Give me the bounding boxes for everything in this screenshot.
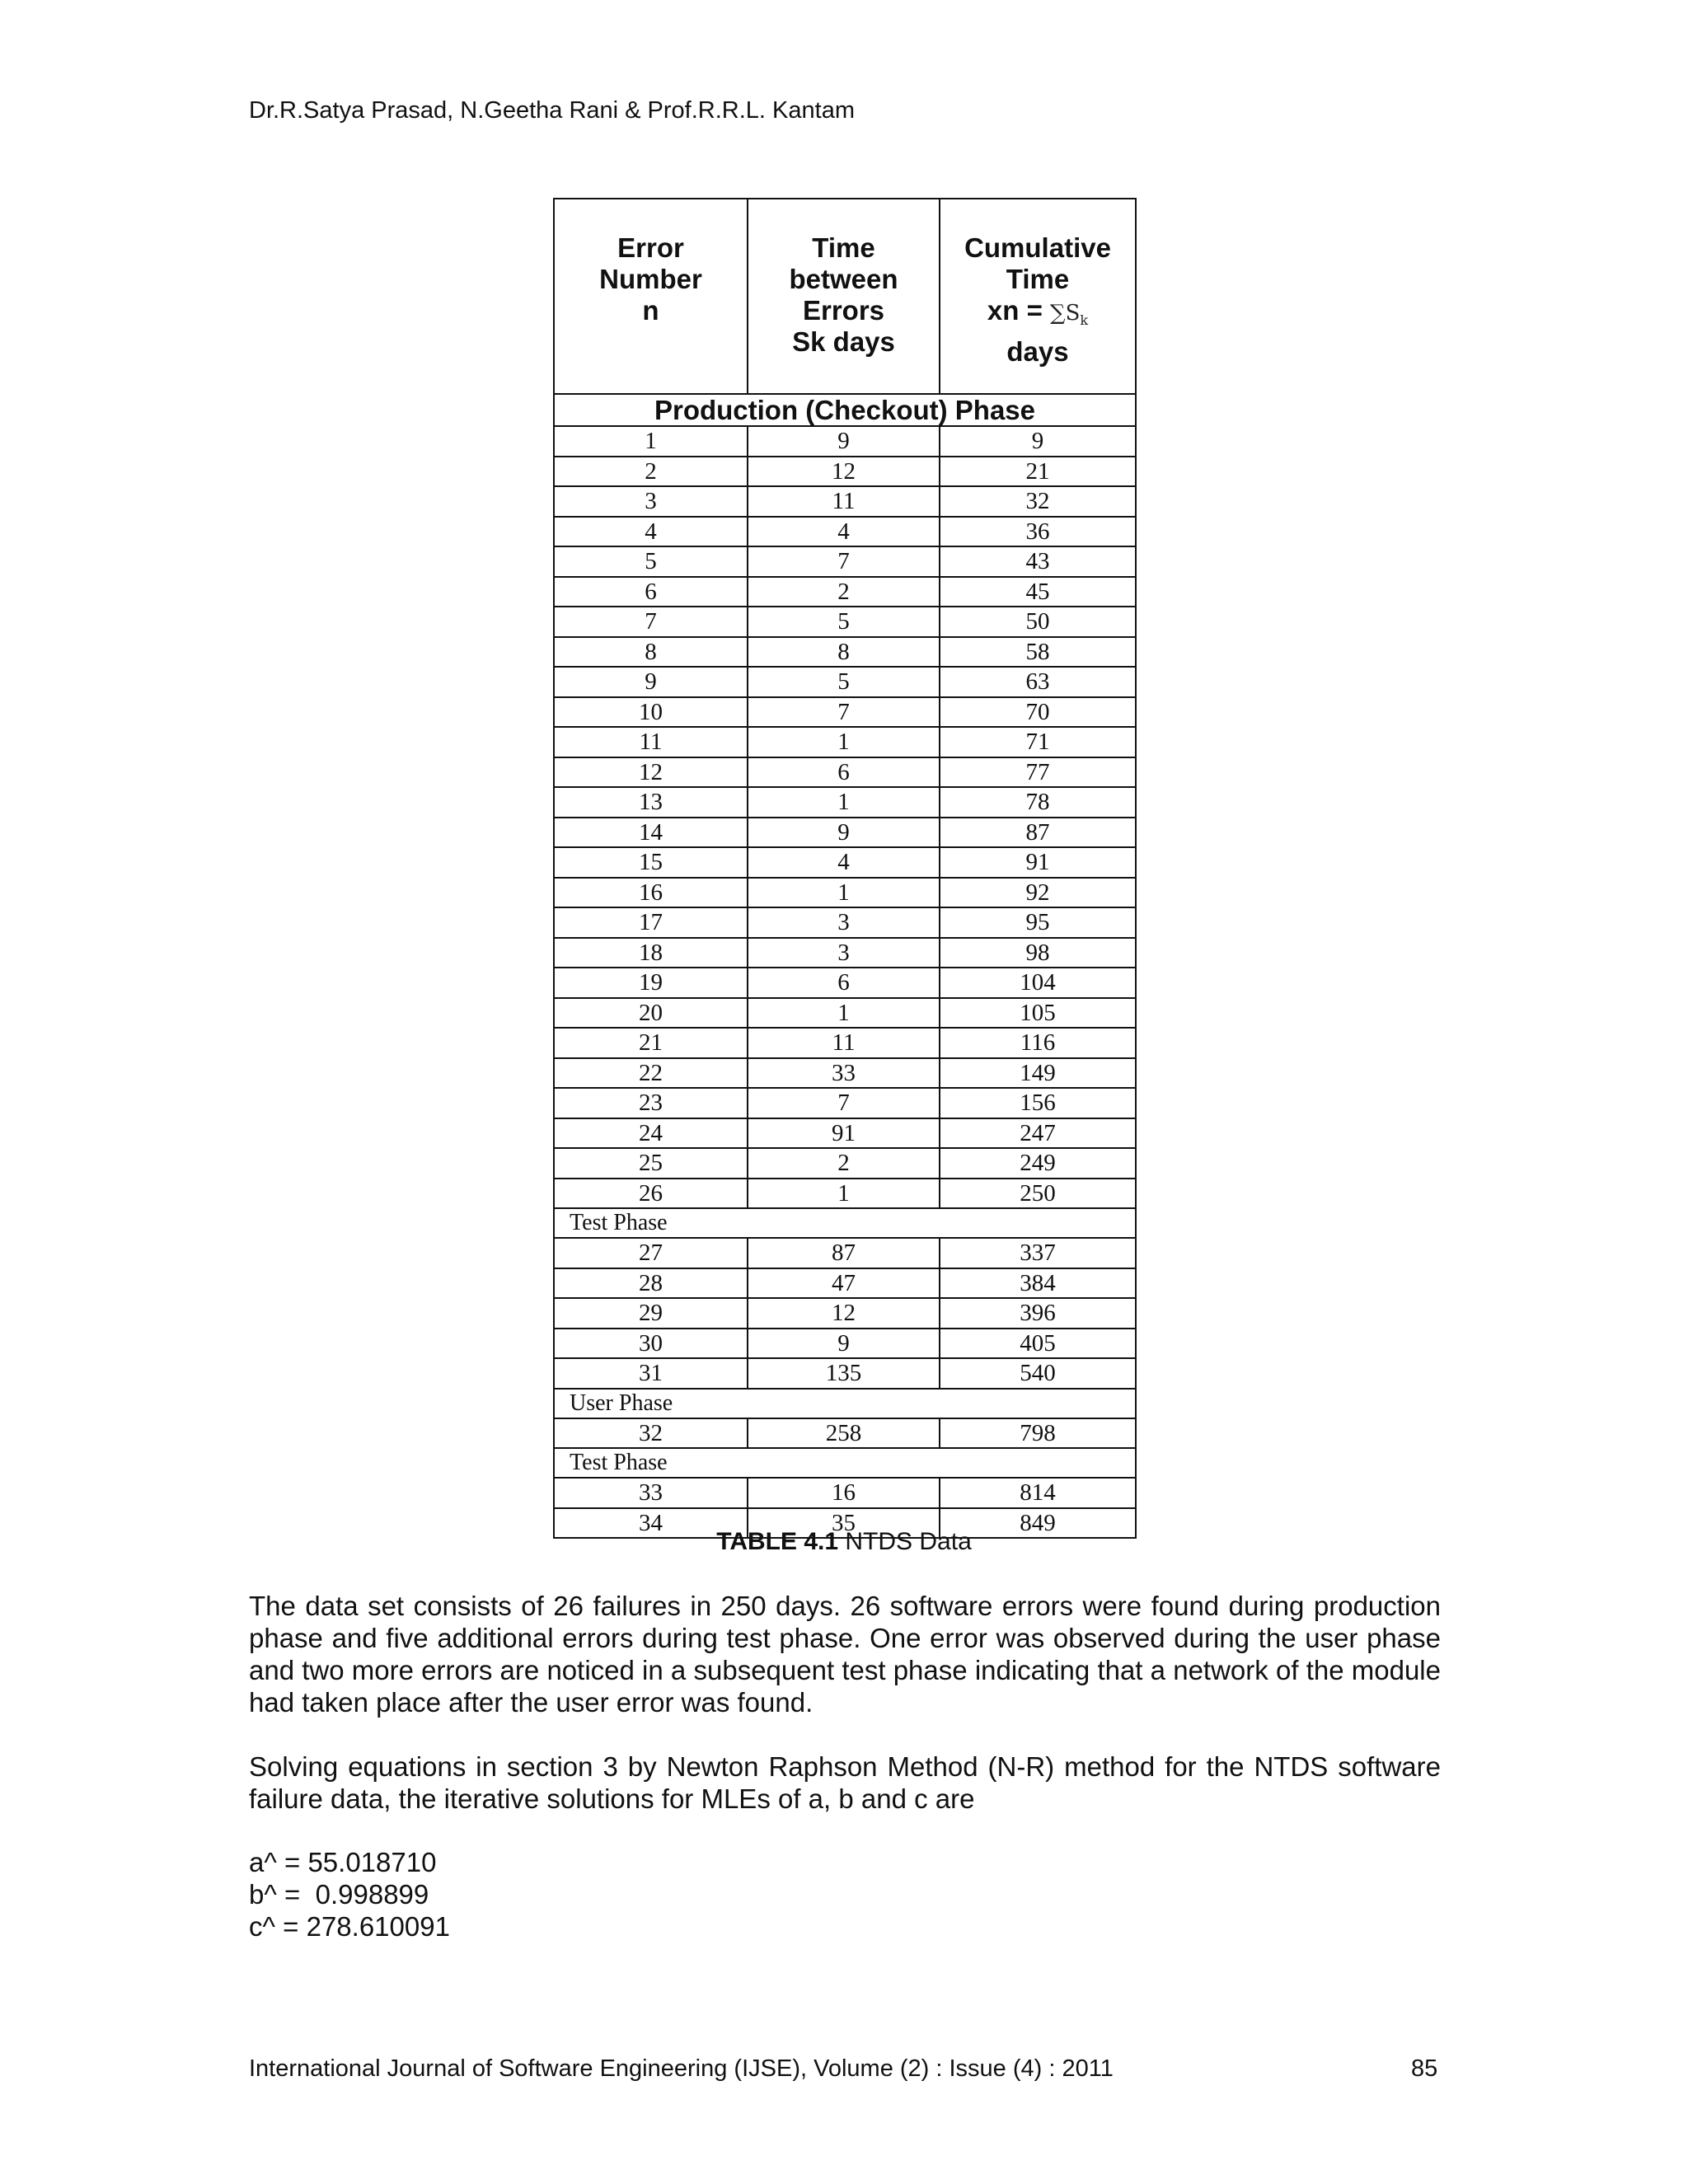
cell-error-number: 16 [554,878,748,908]
table-row [554,667,1136,697]
cell-cumulative-time: 9 [940,426,1136,457]
cell-cumulative-time: 45 [940,577,1136,607]
cell-time-between: 135 [748,1358,940,1389]
cell-error-number: 8 [554,637,748,668]
cell-error-number: 26 [554,1179,748,1209]
table-row [554,998,1136,1029]
table-row [554,847,1136,878]
cell-error-number: 20 [554,998,748,1029]
phase-row [554,394,1136,426]
header-line: Cumulative [964,232,1111,263]
estimate-b: b^ = 0.998899 [249,1879,429,1910]
cell-cumulative-time: 98 [940,938,1136,968]
cell-cumulative-time: 71 [940,727,1136,757]
cell-cumulative-time: 87 [940,818,1136,848]
cell-error-number: 27 [554,1238,748,1268]
cell-error-number: 29 [554,1298,748,1329]
cell-cumulative-time: 250 [940,1179,1136,1209]
cell-cumulative-time: 92 [940,878,1136,908]
header-line: n [642,295,659,326]
cell-time-between: 87 [748,1238,940,1268]
cell-time-between: 1 [748,878,940,908]
header-error-number [554,199,748,394]
cell-time-between: 16 [748,1478,940,1508]
cell-error-number: 22 [554,1058,748,1089]
table-header-row [554,199,1136,394]
footer-page-number: 85 [1411,2055,1438,2082]
sigma-subscript: k [1080,312,1089,329]
phase-label: User Phase [554,1389,1136,1418]
cell-error-number: 31 [554,1358,748,1389]
cell-error-number: 7 [554,607,748,637]
table-row [554,1478,1136,1508]
cell-cumulative-time: 540 [940,1358,1136,1389]
estimate-c: c^ = 278.610091 [249,1911,450,1942]
cell-error-number: 32 [554,1418,748,1449]
phase-label: Test Phase [554,1448,1136,1478]
cell-time-between: 2 [748,577,940,607]
cell-time-between: 35 [748,1508,940,1539]
header-line: Error [617,232,684,263]
cell-time-between: 7 [748,546,940,577]
phase-row [554,1389,1136,1418]
table-row [554,907,1136,938]
cell-error-number: 11 [554,727,748,757]
cell-time-between: 5 [748,667,940,697]
cell-error-number: 23 [554,1088,748,1118]
cell-time-between: 3 [748,907,940,938]
cell-error-number: 2 [554,457,748,487]
table-row [554,727,1136,757]
cell-cumulative-time: 63 [940,667,1136,697]
table-row [554,517,1136,547]
sigma-symbol-text: ∑S [1050,301,1081,326]
sigma-sum-symbol [1050,301,1089,329]
cell-error-number: 10 [554,697,748,728]
cell-cumulative-time: 77 [940,757,1136,788]
cell-time-between: 4 [748,517,940,547]
cell-error-number: 4 [554,517,748,547]
cell-cumulative-time: 249 [940,1148,1136,1179]
footer-journal: International Journal of Software Engineering (IJSE), Volume (2) : Issue (4) : 2011 [249,2055,1114,2082]
cell-time-between: 258 [748,1418,940,1449]
cell-cumulative-time: 849 [940,1508,1136,1539]
table-row [554,757,1136,788]
header-cumulative-time [940,199,1136,394]
cell-error-number: 12 [554,757,748,788]
caption-label: TABLE 4.1 [716,1528,839,1555]
header-line: Time [1006,264,1070,294]
header-formula-prefix: xn = [987,295,1043,326]
cell-error-number: 18 [554,938,748,968]
header-formula-line [940,295,1135,336]
table-row [554,1088,1136,1118]
cell-time-between: 2 [748,1148,940,1179]
cell-cumulative-time: 247 [940,1118,1136,1149]
cell-cumulative-time: 116 [940,1028,1136,1058]
cell-time-between: 7 [748,1088,940,1118]
table-row [554,637,1136,668]
cell-time-between: 6 [748,968,940,998]
mle-estimates [249,1846,450,1943]
body-paragraph: Solving equations in section 3 by Newton Raphson Method (N-R) method for the NTDS software failure data, the iterative solutions for MLEs of a, b and c are [249,1751,1441,1814]
cell-cumulative-time: 43 [940,546,1136,577]
header-line: Number [599,264,702,294]
phase-label: Production (Checkout) Phase [554,394,1136,426]
table-row [554,546,1136,577]
header-line: Sk days [792,326,895,357]
cell-cumulative-time: 58 [940,637,1136,668]
table-row [554,1358,1136,1389]
cell-time-between: 8 [748,637,940,668]
cell-time-between: 33 [748,1058,940,1089]
cell-cumulative-time: 104 [940,968,1136,998]
cell-time-between: 11 [748,1028,940,1058]
cell-cumulative-time: 149 [940,1058,1136,1089]
table-row [554,1118,1136,1149]
cell-time-between: 11 [748,486,940,517]
cell-error-number: 6 [554,577,748,607]
cell-time-between: 9 [748,818,940,848]
cell-error-number: 24 [554,1118,748,1149]
header-line: between [789,264,898,294]
table-row [554,426,1136,457]
table-row [554,968,1136,998]
cell-error-number: 21 [554,1028,748,1058]
cell-time-between: 9 [748,1329,940,1359]
table-row [554,1238,1136,1268]
table-row [554,878,1136,908]
cell-error-number: 25 [554,1148,748,1179]
cell-cumulative-time: 156 [940,1088,1136,1118]
table-body [554,394,1136,1538]
cell-error-number: 9 [554,667,748,697]
header-line: Errors [802,295,885,326]
cell-time-between: 91 [748,1118,940,1149]
body-paragraph: The data set consists of 26 failures in 250 days. 26 software errors were found during production phase and five additional errors during test phase. One error was observed during the user phase and two more errors are noticed in a subsequent test phase indicating that a network of the module had taken place after the user error was found. [249,1591,1441,1718]
cell-error-number: 33 [554,1478,748,1508]
cell-time-between: 3 [748,938,940,968]
phase-row [554,1208,1136,1238]
table-row [554,1179,1136,1209]
cell-error-number: 5 [554,546,748,577]
ntds-data-table [553,198,1137,1539]
cell-error-number: 30 [554,1329,748,1359]
table-row [554,1148,1136,1179]
cell-error-number: 14 [554,818,748,848]
cell-time-between: 5 [748,607,940,637]
table-row [554,607,1136,637]
table-row [554,938,1136,968]
cell-cumulative-time: 70 [940,697,1136,728]
cell-error-number: 1 [554,426,748,457]
cell-time-between: 6 [748,757,940,788]
cell-time-between: 12 [748,1298,940,1329]
table-row [554,787,1136,818]
cell-error-number: 19 [554,968,748,998]
cell-cumulative-time: 337 [940,1238,1136,1268]
table-row [554,457,1136,487]
cell-error-number: 34 [554,1508,748,1539]
table-row [554,1058,1136,1089]
cell-time-between: 9 [748,426,940,457]
cell-error-number: 15 [554,847,748,878]
cell-time-between: 1 [748,998,940,1029]
cell-time-between: 7 [748,697,940,728]
header-time-between-errors [748,199,940,394]
caption-text: NTDS Data [838,1528,972,1555]
cell-time-between: 47 [748,1268,940,1299]
cell-error-number: 28 [554,1268,748,1299]
cell-time-between: 12 [748,457,940,487]
cell-cumulative-time: 405 [940,1329,1136,1359]
cell-cumulative-time: 384 [940,1268,1136,1299]
table-row [554,577,1136,607]
header-line: days [1006,336,1069,368]
cell-cumulative-time: 105 [940,998,1136,1029]
running-header-authors: Dr.R.Satya Prasad, N.Geetha Rani & Prof.R.R.L. Kantam [249,97,855,124]
table-row [554,1329,1136,1359]
cell-cumulative-time: 798 [940,1418,1136,1449]
table-row [554,486,1136,517]
cell-time-between: 4 [748,847,940,878]
cell-cumulative-time: 21 [940,457,1136,487]
cell-time-between: 1 [748,727,940,757]
table-row [554,1298,1136,1329]
estimate-a: a^ = 55.018710 [249,1847,437,1877]
cell-time-between: 1 [748,1179,940,1209]
cell-time-between: 1 [748,787,940,818]
cell-cumulative-time: 50 [940,607,1136,637]
table-row [554,1268,1136,1299]
table-row [554,1418,1136,1449]
table-caption [0,1528,1688,1556]
cell-cumulative-time: 814 [940,1478,1136,1508]
cell-error-number: 3 [554,486,748,517]
cell-error-number: 17 [554,907,748,938]
header-line: Time [812,232,875,263]
phase-label: Test Phase [554,1208,1136,1238]
table-row [554,697,1136,728]
cell-cumulative-time: 78 [940,787,1136,818]
cell-error-number: 13 [554,787,748,818]
cell-cumulative-time: 91 [940,847,1136,878]
phase-row [554,1448,1136,1478]
table-row [554,1028,1136,1058]
table-row [554,818,1136,848]
cell-cumulative-time: 95 [940,907,1136,938]
cell-cumulative-time: 396 [940,1298,1136,1329]
cell-cumulative-time: 36 [940,517,1136,547]
cell-cumulative-time: 32 [940,486,1136,517]
